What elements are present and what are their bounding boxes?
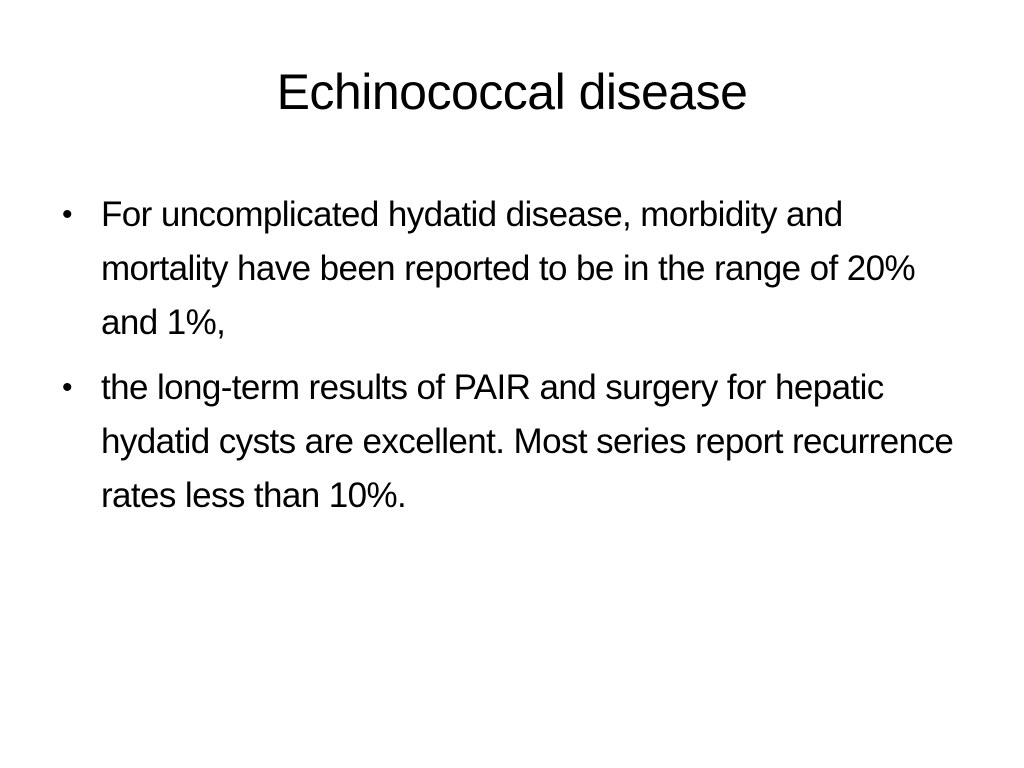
slide-title: Echinococcal disease: [276, 64, 748, 120]
list-item: [62, 361, 962, 523]
list-item: [62, 188, 962, 350]
bullet-icon: •: [62, 371, 72, 404]
bullet-text: the long-term results of PAIR and surgery for hepatic hydatid cysts are excellent. Most series report recurrence rates less than 10%.: [101, 368, 954, 515]
bullet-text: For uncomplicated hydatid disease, morbidity and mortality have been reported to be in the range of 20% and 1%,: [101, 195, 915, 342]
bullet-list: [62, 188, 962, 534]
bullet-icon: •: [62, 198, 72, 231]
